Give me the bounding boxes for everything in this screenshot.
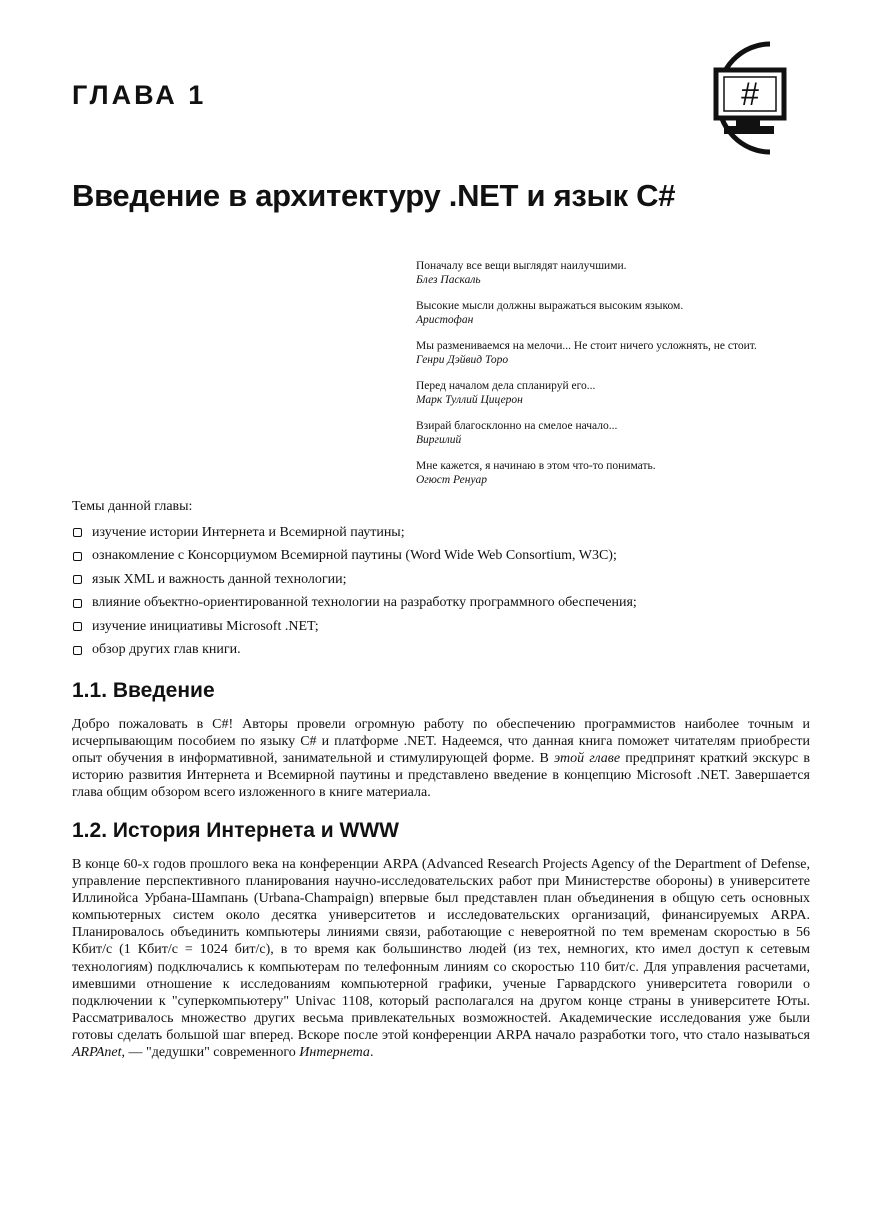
chapter-label: ГЛАВА 1 <box>72 80 207 110</box>
topic-text: обзор других глав книги. <box>92 642 241 658</box>
section-paragraph-history <box>72 856 810 1061</box>
chapter-topics <box>72 499 832 662</box>
logo-glyph: # <box>741 76 759 112</box>
checkbox-bullet-icon <box>73 552 82 561</box>
paragraph-emphasis: Интернета <box>299 1045 370 1061</box>
epigraph-author: Марк Туллий Цицерон <box>416 394 523 406</box>
epigraph-quote: Мы размениваемся на мелочи... Не стоит ничего усложнять, не стоит. <box>416 340 757 352</box>
epigraph-quote: Мне кажется, я начинаю в этом что-то понимать. <box>416 460 656 472</box>
epigraph-quote: Взирай благосклонно на смелое начало... <box>416 420 618 432</box>
topic-item <box>72 615 832 639</box>
epigraph-quote: Перед началом дела спланируй его... <box>416 380 596 392</box>
paragraph-text: Добро пожаловать в C#! Авторы провели огромную работу по обеспечению программистов наиболее точным и исчерпывающим пособием по языку C# и платформе .NET. Надеемся, что данная книга поможет читателям приобрести опыт обучения в информативной, занимательной и стимулирующей форме. В <box>72 717 810 767</box>
epigraphs <box>416 259 836 499</box>
paragraph-text: , — "дедушки" современного <box>121 1045 300 1061</box>
topic-text: изучение истории Интернета и Всемирной паутины; <box>92 524 405 540</box>
epigraph-quote: Поначалу все вещи выглядят наилучшими. <box>416 260 627 272</box>
checkbox-bullet-icon <box>73 599 82 608</box>
topic-item <box>72 592 832 616</box>
epigraph-author: Виргилий <box>416 434 462 446</box>
paragraph-text: предпринят краткий экскурс в историю развития Интернета и Всемирной паутины и представлено введение в концепцию Microsoft .NET. Завершается глава общим обзором всего изложенного в книге материала. <box>72 751 810 801</box>
epigraph-author: Огюст Ренуар <box>416 474 488 486</box>
epigraph <box>416 379 836 407</box>
topic-item <box>72 639 832 663</box>
epigraph <box>416 419 836 447</box>
epigraph-quote: Высокие мысли должны выражаться высоким языком. <box>416 300 684 312</box>
paragraph-text: . <box>369 1045 374 1061</box>
epigraph <box>416 259 836 287</box>
checkbox-bullet-icon <box>73 528 82 537</box>
epigraph-author: Блез Паскаль <box>416 274 481 286</box>
topic-item <box>72 568 832 592</box>
topics-intro: Темы данной главы: <box>72 499 193 514</box>
chapter-title: Введение в архитектуру .NET и язык C# <box>72 178 676 213</box>
section-paragraph-introduction <box>72 716 810 801</box>
epigraph <box>416 459 836 487</box>
checkbox-bullet-icon <box>73 622 82 631</box>
checkbox-bullet-icon <box>73 646 82 655</box>
epigraph-author: Аристофан <box>416 314 474 326</box>
epigraph <box>416 339 836 367</box>
checkbox-bullet-icon <box>73 575 82 584</box>
csharp-monitor-logo <box>686 38 794 158</box>
epigraph <box>416 299 836 327</box>
section-title-history: 1.2. История Интернета и WWW <box>72 819 399 842</box>
epigraph-author: Генри Дэйвид Торо <box>416 354 509 366</box>
topic-text: изучение инициативы Microsoft .NET; <box>92 618 319 634</box>
topic-text: влияние объектно-ориентированной технологии на разработку программного обеспечения; <box>92 595 637 611</box>
topic-text: язык XML и важность данной технологии; <box>92 571 347 587</box>
section-title-introduction: 1.1. Введение <box>72 679 215 702</box>
topic-item <box>72 545 832 569</box>
topic-text: ознакомление с Консорциумом Всемирной паутины (Word Wide Web Consortium, W3C); <box>92 548 617 564</box>
paragraph-emphasis: этой главе <box>553 751 621 767</box>
paragraph-text: В конце 60-х годов прошлого века на конференции ARPA (Advanced Research Projects Agency of the Department of Defense, управление перспективного планирования научно-исследовательских работ при Министерстве обороны) в университете Иллинойса Урбана-Шампань (Urbana-Champaign) впервые был представлен план объединения в общую сеть основных компьютерных систем около десятка университетов и исследовательских организаций, финансируемых ARPA. Планировалось объединить компьютеры линиями связи, работающие с невероятной по тем временам скоростью в 56 Кбит/с (1 Кбит/с = 1024 бит/с), в то время как большинство людей (из тех, немногих, кто имел доступ к сетевым технологиям) подключались к компьютерам по телефонным линиям со скоростью 110 бит/с. Для управления расчетами, имевшими отношение к исследованиям компьютерной графики, ученые Гарвардского университета говорили о подключении к "суперкомпьютеру" Univac 1108, который располагался на другом конце страны в университете Юты. Рассматривалось множество других весьма привлекательных возможностей. Академические исследования уже были готовы сделать большой шаг вперед. Вскоре после этой конференции ARPA начало разработки того, что стало называться <box>72 857 810 1043</box>
paragraph-emphasis: ARPAnet <box>72 1045 122 1061</box>
topic-item <box>72 521 832 545</box>
